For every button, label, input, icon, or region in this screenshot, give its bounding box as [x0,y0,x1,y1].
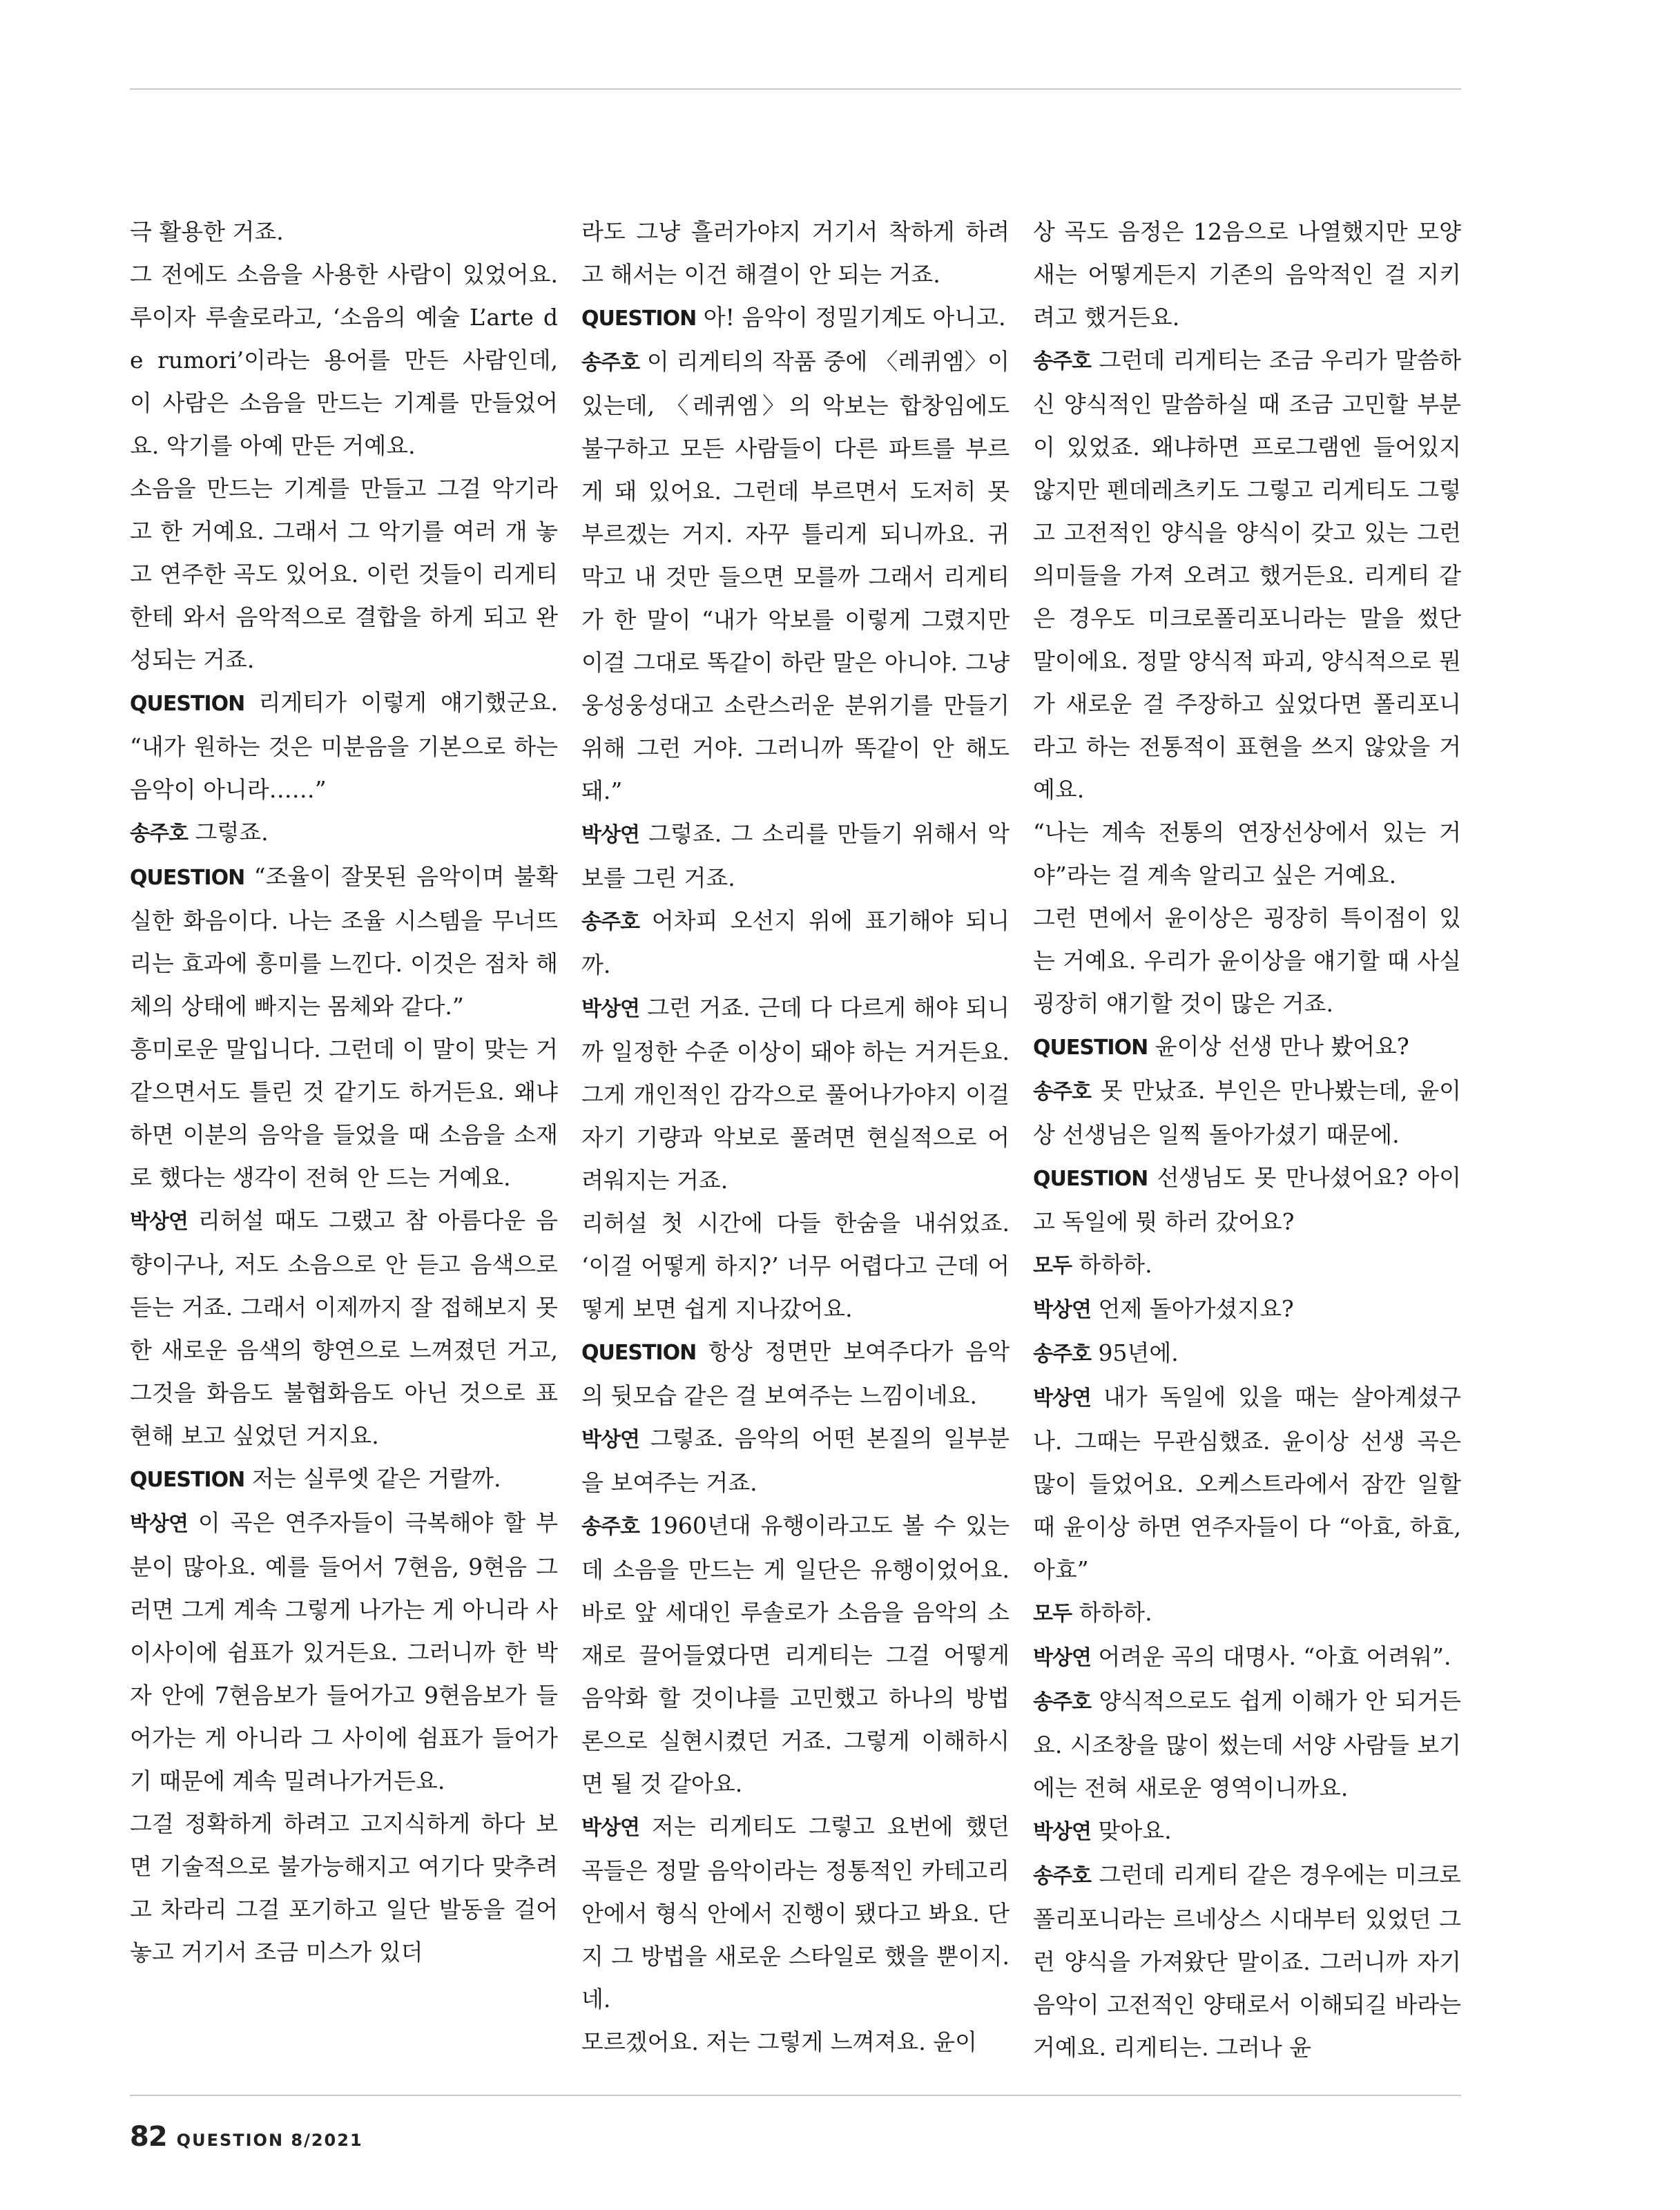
dialogue-paragraph [581,340,1010,813]
speaker-label: 송주호 [581,351,639,375]
paragraph-text: 윤이상 선생 만나 봤어요? [1155,1033,1409,1060]
paragraph-text: 언제 돌아가셨지요? [1098,1295,1294,1322]
dialogue-paragraph [581,987,1010,1202]
dialogue-paragraph [1033,1288,1461,1332]
speaker-label: 송주호 [581,1515,639,1539]
paragraph-text: 그런 면에서 윤이상은 굉장히 특이점이 있는 거예요. 우리가 윤이상을 얘기할 때 사실 굉장히 얘기할 것이 많은 거죠. [1033,904,1461,1017]
dialogue-paragraph [581,900,1010,987]
dialogue-paragraph [1033,1636,1461,1680]
dialogue-paragraph [581,1417,1010,1504]
paragraph-text: 리허설 첫 시간에 다들 한숨을 내쉬었죠. ‘이걸 어떻게 하지?’ 너무 어렵다고 근데 어떻게 보면 쉽게 지나갔어요. [581,1210,1010,1322]
paragraph-text: 극 활용한 거죠. [130,218,284,245]
speaker-label: 박상연 [130,1512,188,1536]
paragraph-text: “조율이 잘못된 음악이며 불확실한 화음이다. 나는 조율 시스템을 무너뜨리는 효과에 흥미를 느낀다. 이것은 점차 해체의 상태에 빠지는 몸체와 같다.” [130,863,558,1020]
text-paragraph [130,1803,558,1974]
text-paragraph [130,253,558,467]
paragraph-text: 리게티가 이렇게 얘기했군요. “내가 원하는 것은 미분음을 기본으로 하는 음악이 아니라……” [130,689,558,803]
paragraph-text: 상 곡도 음정은 12음으로 나열했지만 모양새는 어떻게든지 기존의 음악적인 걸 지키려고 했거든요. [1033,218,1461,331]
dialogue-paragraph [130,681,558,811]
speaker-label: 박상연 [1033,1386,1091,1411]
page-number: 82 [130,2121,167,2153]
speaker-label: QUESTION [581,307,697,331]
paragraph-text: 이 곡은 연주자들이 극복해야 할 부분이 많아요. 예를 들어서 7현음, 9현음 그러면 그게 계속 그렇게 나가는 게 아니라 사이사이에 쉼표가 있거든요. 그러니까 한 박자 안에 7현음보가 들어가고 9현음보가 들어가는 게 아니라 그 사이에 쉼표가 들어가기 때문에 계속 밀려나가거든요. [130,1509,558,1794]
paragraph-text: 그런데 리게티는 조금 우리가 말씀하신 양식적인 말씀하실 때 조금 고민할 부분이 있었죠. 왜냐하면 프로그램엔 들어있지 않지만 펜데레츠키도 그렇고 리게티도 그렇고 고전적인 양식을 양식이 갖고 있는 그런 의미들을 가져 오려고 했거든요. 리게티 같은 경우도 미크로폴리포니라는 말을 썼단 말이에요. 정말 양식적 파괴, 양식적으로 뭔가 새로운 걸 주장하고 싶었다면 폴리포니라고 하는 전통적이 표현을 쓰지 않았을 거예요. [1033,347,1461,803]
speaker-label: 박상연 [130,1210,188,1234]
speaker-label: QUESTION [1033,1036,1148,1060]
dialogue-paragraph [1033,1591,1461,1636]
paragraph-text: “나는 계속 전통의 연장선상에서 있는 거야”라는 걸 계속 알리고 싶은 거예요. [1033,819,1461,889]
paragraph-text: 하하하. [1079,1599,1152,1626]
paragraph-text: 하하하. [1079,1251,1152,1278]
dialogue-paragraph [130,1199,558,1457]
column-1 [130,211,558,2075]
paragraph-text: 그렇죠. 음악의 어떤 본질의 일부분을 보여주는 거죠. [581,1425,1010,1496]
text-paragraph [1033,897,1461,1025]
paragraph-text: 모르겠어요. 저는 그렇게 느껴져요. 윤이 [581,2028,977,2055]
speaker-label: 박상연 [1033,1298,1091,1322]
dialogue-paragraph [581,1805,1010,2021]
speaker-label: 박상연 [1033,1646,1091,1670]
dialogue-paragraph [130,1457,558,1502]
paragraph-text: 양식적으로도 쉽게 이해가 안 되거든요. 시조창을 많이 썼는데 서양 사람들 보기에는 전혀 새로운 영역이니까요. [1033,1687,1461,1801]
dialogue-paragraph [1033,1025,1461,1069]
speaker-label: QUESTION [581,1341,697,1365]
dialogue-paragraph [130,855,558,1028]
speaker-label: 모두 [1033,1602,1072,1626]
speaker-label: 박상연 [581,1816,639,1840]
text-paragraph [130,467,558,681]
speaker-label: 박상연 [581,997,639,1021]
paragraph-text: 그런 거죠. 근데 다 다르게 해야 되니까 일정한 수준 이상이 돼야 하는 거거든요. 그게 개인적인 감각으로 풀어나가야지 이걸 자기 기량과 악보로 풀려면 현실적으로 어려워지는 거죠. [581,994,1010,1194]
paragraph-text: 흥미로운 말입니다. 그런데 이 말이 맞는 거 같으면서도 틀린 것 같기도 하거든요. 왜냐하면 이분의 음악을 들었을 때 소음을 소재로 했다는 생각이 전혀 안 드는 거예요. [130,1036,558,1191]
dialogue-paragraph [1033,1810,1461,1854]
paragraph-text: 아! 음악이 정밀기계도 아니고. [703,304,1006,331]
speaker-label: 송주호 [1033,1080,1091,1104]
dialogue-paragraph [581,1504,1010,1805]
text-paragraph [1033,811,1461,897]
speaker-label: 모두 [1033,1254,1072,1278]
dialogue-paragraph [1033,1332,1461,1376]
paragraph-text: 선생님도 못 만나셨어요? 아이고 독일에 뭣 하러 갔어요? [1033,1164,1461,1235]
paragraph-text: 이 리게티의 작품 중에 〈레퀴엠〉이 있는데, 〈레퀴엠〉의 악보는 합창임에도 불구하고 모든 사람들이 다른 파트를 부르게 돼 있어요. 그런데 부르면서 도저히 못 부르겠는 거지. 자꾸 틀리게 되니까요. 귀 막고 내 것만 들으면 모를까 그래서 리게티가 한 말이 “내가 악보를 이렇게 그렸지만 이걸 그대로 똑같이 하란 말은 아니야. 그냥 웅성웅성대고 소란스러운 분위기를 만들기 위해 그런 거야. 그러니까 똑같이 안 해도 돼.” [581,348,1010,804]
speaker-label: QUESTION [130,1468,245,1492]
paragraph-text: 1960년대 유행이라고도 볼 수 있는데 소음을 만드는 게 일단은 유행이었어요. 바로 앞 세대인 루솔로가 소음을 음악의 소재로 끌어들였다면 리게티는 그걸 어떻게 음악화 할 것이냐를 고민했고 하나의 방법론으로 실현시켰던 거죠. 그렇게 이해하시면 될 것 같아요. [581,1512,1010,1797]
dialogue-paragraph [1033,1376,1461,1591]
dialogue-paragraph [581,813,1010,900]
top-rule [130,88,1461,90]
dialogue-paragraph [1033,1854,1461,2069]
dialogue-paragraph [130,1502,558,1803]
paragraph-text: 그걸 정확하게 하려고 고지식하게 하다 보면 기술적으로 불가능해지고 여기다 맞추려고 차라리 그걸 포기하고 일단 발동을 걸어놓고 거기서 조금 미스가 있더 [130,1810,558,1966]
speaker-label: 박상연 [581,1428,639,1452]
paragraph-text: 그런데 리게티 같은 경우에는 미크로폴리포니라는 르네상스 시대부터 있었던 그런 양식을 가져왔단 말이죠. 그러니까 자기 음악이 고전적인 양태로서 이해되길 바라는 거예요. 리게티는. 그러나 윤 [1033,1861,1461,2061]
speaker-label: QUESTION [130,692,245,716]
paragraph-text: 어차피 오선지 위에 표기해야 되니까. [581,907,1010,978]
paragraph-text: 소음을 만드는 기계를 만들고 그걸 악기라고 한 거예요. 그래서 그 악기를 여러 개 놓고 연주한 곡도 있어요. 이런 것들이 리게티한테 와서 음악적으로 결합을 하게 되고 완성되는 거죠. [130,475,558,673]
text-paragraph [130,211,558,253]
dialogue-paragraph [1033,1680,1461,1810]
paragraph-text: 내가 독일에 있을 때는 살아계셨구나. 그때는 무관심했죠. 윤이상 선생 곡은 많이 들었어요. 오케스트라에서 잠깐 일할 때 윤이상 하면 연주자들이 다 “아효, 하효, 아효” [1033,1384,1461,1583]
paragraph-text: 그 전에도 소음을 사용한 사람이 있었어요. 루이자 루솔로라고, ‘소음의 예술 L’arte de rumori’이라는 용어를 만든 사람인데, 이 사람은 소음을 만드는 기계를 만들었어요. 악기를 아예 만든 거예요. [130,261,558,459]
speaker-label: 박상연 [581,823,639,847]
paragraph-text: 저는 리게티도 그렇고 요번에 했던 곡들은 정말 음악이라는 정통적인 카테고리 안에서 형식 안에서 진행이 됐다고 봐요. 단지 그 방법을 새로운 스타일로 했을 뿐이지. 네. [581,1813,1010,2013]
paragraph-text: 라도 그냥 흘러가야지 거기서 착하게 하려고 해서는 이건 해결이 안 되는 거죠. [581,218,1010,288]
speaker-label: 송주호 [1033,1690,1091,1714]
dialogue-paragraph [1033,1156,1461,1243]
paragraph-text: 95년에. [1098,1339,1179,1366]
column-2 [581,211,1010,2075]
text-paragraph [581,2021,1010,2064]
dialogue-paragraph [581,296,1010,340]
paragraph-text: 어려운 곡의 대명사. “아효 어려워”. [1098,1643,1451,1670]
paragraph-text: 저는 실루엣 같은 거랄까. [251,1465,501,1492]
dialogue-paragraph [130,811,558,855]
speaker-label: 송주호 [130,822,188,846]
speaker-label: 송주호 [1033,349,1091,374]
speaker-label: 송주호 [581,910,639,934]
speaker-label: 송주호 [1033,1864,1091,1888]
speaker-label: 박상연 [1033,1820,1091,1844]
page-footer [130,2121,363,2153]
paragraph-text: 그렇죠. [195,819,269,846]
dialogue-paragraph [1033,1069,1461,1156]
paragraph-text: 항상 정면만 보여주다가 음악의 뒷모습 같은 걸 보여주는 느낌이네요. [581,1338,1010,1409]
paragraph-text: 못 만났죠. 부인은 만나봤는데, 윤이상 선생님은 일찍 돌아가셨기 때문에. [1033,1077,1461,1148]
paragraph-text: 그렇죠. 그 소리를 만들기 위해서 악보를 그린 거죠. [581,820,1010,891]
text-paragraph [581,211,1010,296]
text-paragraph [130,1028,558,1199]
publication-label: QUESTION 8/2021 [176,2131,363,2150]
column-3 [1033,211,1461,2075]
text-paragraph [1033,211,1461,339]
speaker-label: QUESTION [1033,1167,1148,1191]
text-paragraph [581,1202,1010,1330]
paragraph-text: 리허설 때도 그랬고 참 아름다운 음향이구나, 저도 소음으로 안 듣고 음색으로 듣는 거죠. 그래서 이제까지 잘 접해보지 못한 새로운 음색의 향연으로 느껴졌던 거고, 그것을 화음도 불협화음도 아닌 것으로 표현해 보고 싶었던 거지요. [130,1207,558,1449]
paragraph-text: 맞아요. [1098,1817,1172,1844]
bottom-rule [130,2095,1461,2096]
speaker-label: QUESTION [130,866,245,890]
dialogue-paragraph [581,1330,1010,1417]
dialogue-paragraph [1033,339,1461,811]
speaker-label: 송주호 [1033,1342,1091,1366]
dialogue-paragraph [1033,1243,1461,1288]
article-body [130,211,1461,2075]
